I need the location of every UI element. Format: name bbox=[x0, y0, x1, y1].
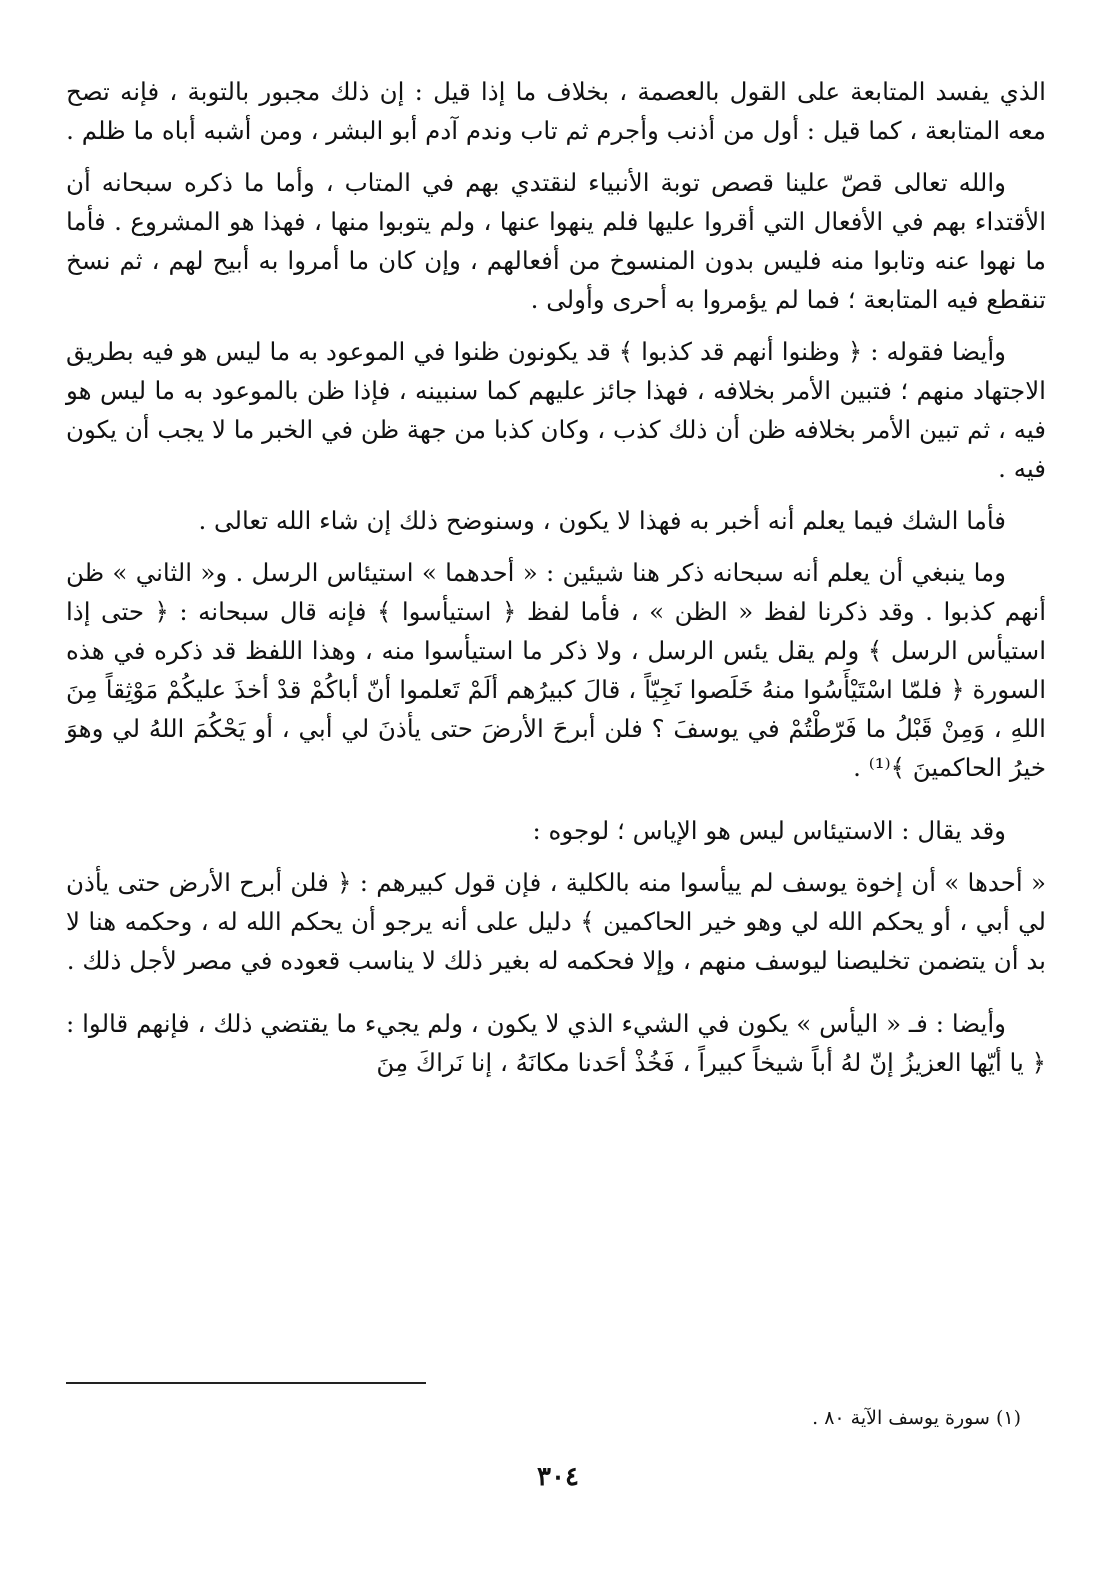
paragraph-1: الذي يفسد المتابعة على القول بالعصمة ، بخلاف ما إذا قيل : إن ذلك مجبور بالتوبة ، فإنه تصح معه المتابعة ، كما قيل : أول من أذنب وأجرم ثم تاب وندم آدم أبو البشر ، ومن أشبه أباه ما ظلم . bbox=[66, 77, 1046, 145]
paragraph-4: فأما الشك فيما يعلم أنه أخبر به فهذا لا يكون ، وسنوضح ذلك إن شاء الله تعالى . bbox=[198, 506, 1006, 535]
paragraph-8: وأيضا : فـ « اليأس » يكون في الشيء الذي لا يكون ، ولم يجيء ما يقتضي ذلك ، فإنهم قالوا : ﴿ يا أيّها العزيزُ إنّ لهُ أباً شيخاً كبيراً ، فَخُذْ أحَدنا مكانَهُ ، إنا نَراكَ مِنَ bbox=[66, 1009, 1046, 1077]
paragraph-2: والله تعالى قصّ علينا قصص توبة الأنبياء لنقتدي بهم في المتاب ، وأما ما ذكره سبحانه أن الأقتداء بهم في الأفعال التي أقروا عليها فلم ينهوا عنها ، ولم يتوبوا منها ، فهذا هو المشروع . فأما ما نهوا عنه وتابوا منه فليس بدون المنسوخ من أفعالهم ، وإن كان ما أمروا به أبيح لهم ، ثم نسخ تنقطع فيه المتابعة ؛ فما لم يؤمروا به أحرى وأولى . bbox=[66, 168, 1046, 314]
page-body bbox=[66, 72, 1046, 1095]
paragraph-5: وما ينبغي أن يعلم أنه سبحانه ذكر هنا شيئين : « أحدهما » استيئاس الرسل . و« الثاني » ظن أنهم كذبوا . وقد ذكرنا لفظ « الظن » ، فأما لفظ ﴿ استيأسوا ﴾ فإنه قال سبحانه : ﴿ حتى إذا استيأس الرسل ﴾ ولم يقل يئس الرسل ، ولا ذكر ما استيأسوا منه ، وهذا اللفظ قد ذكره في هذه السورة ﴿ فلمّا اسْتَيْأَسُوا منهُ خَلَصوا نَجِيّاً ، قالَ كبيرُهم ألَمْ تَعلموا أنّ أباكُمْ قدْ أخذَ عليكُمْ مَوْثِقاً مِنَ اللهِ ، وَمِنْ قَبْلُ ما فَرّطْتُمْ في يوسفَ ؟ فلن أبرحَ الأرضَ حتى يأذنَ لي أبي ، أو يَحْكُمَ اللهُ لي وهوَ خيرُ الحاكمينَ ﴾⁽¹⁾ . bbox=[66, 558, 1046, 782]
paragraph-6: وقد يقال : الاستيئاس ليس هو الإياس ؛ لوجوه : bbox=[532, 816, 1006, 845]
paragraph-3: وأيضا فقوله : ﴿ وظنوا أنهم قد كذبوا ﴾ قد يكونون ظنوا في الموعود به ما ليس هو فيه بطريق الاجتهاد منهم ؛ فتبين الأمر بخلافه ، فهذا جائز عليهم كما سنبينه ، فإذا ظن بالموعود به ما ليس هو فيه ، ثم تبين الأمر بخلافه ظن أن ذلك كذب ، وكان كذبا من جهة ظن في الخبر ما لا يجب أن يكون فيه . bbox=[66, 337, 1046, 483]
footnote-divider bbox=[66, 1382, 426, 1384]
page-number: ٣٠٤ bbox=[537, 1462, 579, 1492]
paragraph-7: « أحدها » أن إخوة يوسف لم ييأسوا منه بالكلية ، فإن قول كبيرهم : ﴿ فلن أبرح الأرض حتى يأذن لي أبي ، أو يحكم الله لي وهو خير الحاكمين ﴾ دليل على أنه يرجو أن يحكم الله له ، وحكمه هنا لا بد أن يتضمن تخليصنا ليوسف منهم ، وإلا فحكمه له بغير ذلك لا يناسب قعوده في مصر لأجل ذلك . bbox=[66, 868, 1046, 975]
footnote: (١) سورة يوسف الآية ٨٠ . bbox=[812, 1407, 1021, 1429]
